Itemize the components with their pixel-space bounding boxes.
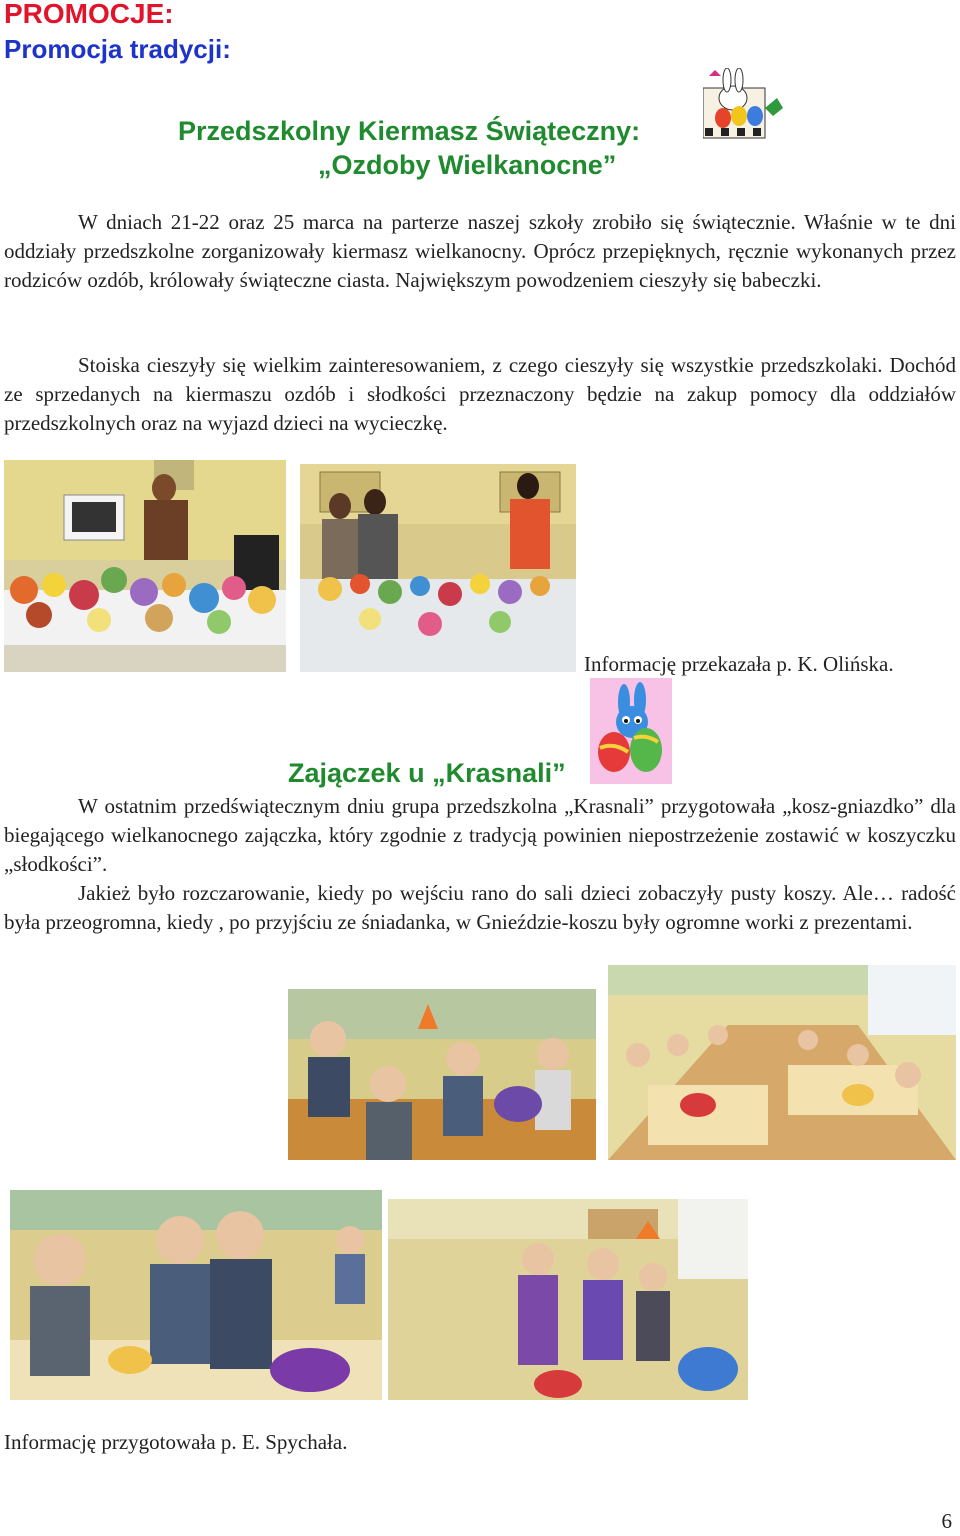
fair-photo-2 [300, 464, 576, 672]
kids-photo-1 [288, 989, 596, 1160]
kids-photo-3 [10, 1190, 382, 1400]
article1-paragraph1: W dniach 21-22 oraz 25 marca na parterze naszej szkoły zrobiło się świątecznie. Właśnie w te dni oddziały przedszkolne zorganizowały kiermasz wielkanocny. Oprócz przepięknych, ręcznie wykonanych przez rodziców ozdób, królowały świąteczne ciasta. Największym powodzeniem cieszyły się babeczki. [4, 210, 956, 292]
page-number: 6 [941, 1509, 952, 1533]
kids-photo-4 [388, 1199, 748, 1400]
fair-photo-1 [4, 460, 286, 672]
bunny-egg-clipart-image [590, 678, 672, 784]
article1-credit: Informację przekazała p. K. Olińska. [584, 652, 894, 676]
article2-title: Zajączek u „Krasnali” [288, 758, 566, 788]
article2-credit: Informację przygotowała p. E. Spychała. [4, 1430, 348, 1454]
article2-paragraph1: W ostatnim przedświątecznym dniu grupa przedszkolna „Krasnali” przygotowała „kosz-gniazdko” dla biegającego wielkanocnego zajączka, który zgodnie z tradycją powinien niepostrzeżenie zostawić w koszyczku „słodkości”. [4, 794, 956, 876]
article2-paragraph2: Jakież było rozczarowanie, kiedy po wejściu rano do sali dzieci zobaczyły pusty koszy. Ale… radość była przeogromna, kiedy , po przyjściu ze śniadanka, w Gnieździe-koszu były ogromne worki z prezentami. [4, 881, 956, 934]
article1-paragraph2: Stoiska cieszyły się wielkim zainteresowaniem, z czego cieszyły się wszystkie przedszkolaki. Dochód ze sprzedanych na kiermaszu ozdób i słodkości przeznaczony będzie na zakup pomocy dla oddziałów przedszkolnych oraz na wyjazd dzieci na wycieczkę. [4, 353, 956, 435]
article1-title-line1: Przedszkolny Kiermasz Świąteczny: [178, 116, 641, 146]
section-title: PROMOCJE: [4, 0, 174, 29]
article1-title-line2: „Ozdoby Wielkanocne” [318, 150, 617, 180]
subsection-title: Promocja tradycji: [4, 34, 231, 64]
easter-clipart-image [703, 68, 783, 142]
kids-photo-2 [608, 965, 956, 1160]
